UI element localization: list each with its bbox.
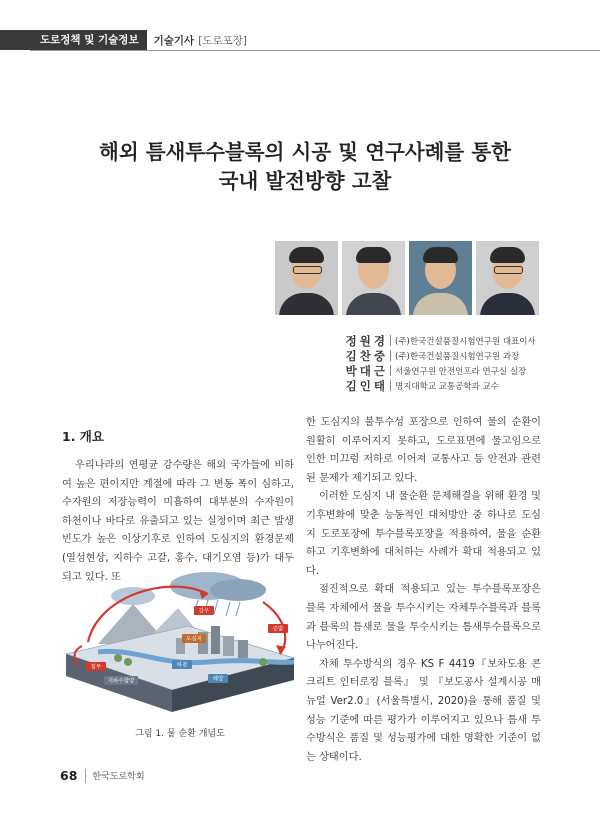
author-name: 김찬중 — [345, 348, 388, 363]
author-list — [320, 333, 580, 393]
article-title — [40, 138, 570, 196]
header-tag: 도로정책 및 기술정보 — [0, 30, 147, 50]
figure-label: 해양 — [212, 676, 224, 683]
author-affiliation: 서울연구원 안전인프라 연구실 실장 — [395, 366, 527, 377]
author-affiliation: (주)한국건설품질시험연구원 과장 — [395, 351, 520, 362]
tree-icon — [124, 658, 132, 666]
building-icon — [211, 626, 220, 654]
right-column — [306, 414, 541, 767]
author-row — [320, 378, 580, 393]
author-row — [320, 348, 580, 363]
author-affiliation: 명지대학교 교통공학과 교수 — [395, 381, 499, 392]
figure-caption: 그림 1. 물 순환 개념도 — [135, 729, 225, 739]
page-number: 68 — [60, 768, 78, 783]
figure-label: 침투 — [90, 664, 102, 671]
author-name: 김인태 — [345, 378, 388, 393]
title-line-2: 국내 발전방향 고찰 — [218, 169, 392, 193]
body-paragraph: 우리나라의 연평균 강수량은 해외 국가들에 비하여 높은 편이지만 계절에 따라 그 변동 폭이 심하고, 수자원의 저장능력이 미흡하여 대부분의 수자원이 하천이나 바다로 유출되고 있는 실정이며 최근 발생 빈도가 높은 이상기후로 인하여 도심지의 환경문제(열섬현상, 지하수 고갈, 홍수, 대기오염 등)가 대두되고 있다. 또 — [62, 460, 294, 583]
cloud-icon — [210, 579, 266, 601]
section-heading: 1. 개요 — [62, 429, 104, 444]
author-name: 정원경 — [345, 333, 388, 348]
figure-label: 지하수함양 — [107, 678, 135, 685]
header-subsection: [도로포장] — [198, 34, 247, 47]
author-row — [320, 333, 580, 348]
body-paragraph: 한 도심지의 불투수성 포장으로 인하여 물의 순환이 원활히 이루어지지 못하고, 도로표면에 물고임으로 인한 미끄럼 저하로 이어져 교통사고 등 안전과 관련된 문제가 제기되고 있다. — [306, 417, 541, 484]
body-paragraph: 점진적으로 확대 적용되고 있는 투수블록포장은 블록 자체에서 물을 투수시키는 자체투수블록과 블록과 블록의 틈새로 물을 투수시키는 틈새투수블록으로 나누어진다. — [306, 584, 541, 652]
author-photo-3 — [409, 241, 472, 315]
author-photos — [275, 241, 539, 315]
figure-label: 하천 — [176, 662, 188, 669]
header-section: 기술기사 — [153, 34, 195, 47]
figure-label: 도심지 — [186, 636, 202, 643]
journal-name: 한국도로학회 — [92, 772, 145, 782]
author-divider — [390, 380, 391, 391]
author-photo-1 — [275, 241, 338, 315]
page-footer — [60, 768, 145, 783]
author-photo-4 — [476, 241, 539, 315]
author-divider — [390, 350, 391, 361]
water-cycle-illustration — [58, 566, 298, 716]
title-line-1: 해외 틈새투수블록의 시공 및 연구사례를 통한 — [99, 140, 511, 164]
figure-label: 강우 — [198, 608, 210, 615]
water-cycle-figure — [58, 566, 298, 716]
footer-divider — [85, 769, 86, 783]
building-icon — [238, 640, 248, 658]
header-rule — [30, 50, 600, 51]
author-row — [320, 363, 580, 378]
building-icon — [223, 636, 234, 656]
body-paragraph: 자체 투수방식의 경우 KS F 4419『보차도용 콘크리트 인터로킹 블록』 및 『보도공사 설계시공 매뉴얼 Ver2.0』(서울특별시, 2020)을 통해 품질 및 성능 기준에 따른 평가가 이루어지고 있으나 틈새 투수방식은 품질 및 성능평가에 대한 명확한 기준이 없는 상태이다. — [306, 658, 541, 763]
header-bar — [0, 30, 247, 50]
author-photo-2 — [342, 241, 405, 315]
author-divider — [390, 365, 391, 376]
author-name: 박대근 — [345, 363, 388, 378]
body-paragraph: 이러한 도심지 내 물순환 문제해결을 위해 환경 및 기후변화에 맞춘 능동적인 대처방안 중 하나로 도심지 도로포장에 투수블록포장을 적용하여, 물을 순환하고 기후변화에 대처하는 사례가 확대 적용되고 있다. — [306, 491, 541, 577]
author-divider — [390, 335, 391, 346]
tree-icon — [114, 654, 122, 662]
tree-icon — [259, 658, 267, 666]
figure-label: 증발 — [272, 626, 284, 633]
author-affiliation: (주)한국건설품질시험연구원 대표이사 — [395, 336, 536, 347]
